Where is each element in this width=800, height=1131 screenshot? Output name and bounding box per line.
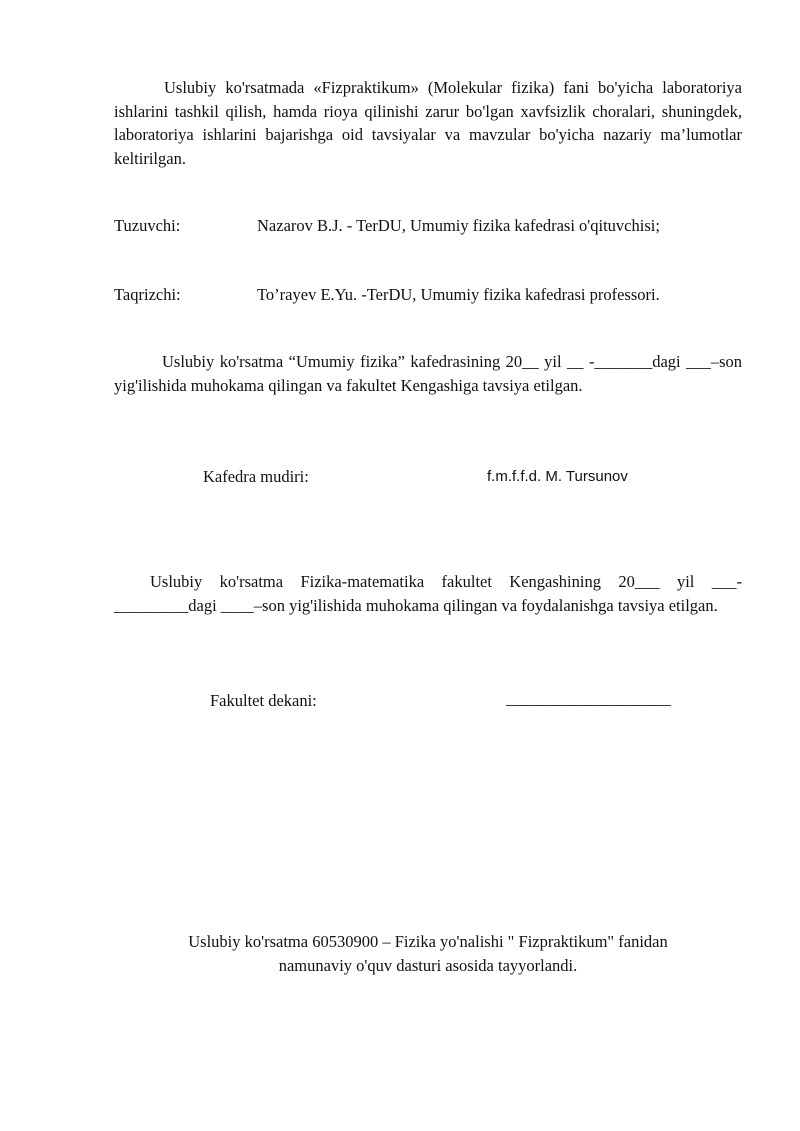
compiler-value: Nazarov B.J. - TerDU, Umumiy fizika kafedrasi o'qituvchisi; [257,216,660,235]
head-of-department-name: f.m.f.f.d. M. Tursunov [487,468,628,485]
faculty-paragraph: Uslubiy ko'rsatma Fizika-matematika fakultet Kengashining 20___ yil ___-_________dagi ____–son yig'ilishida muhokama qilingan va foydalanishga tavsiya etilgan. [114,572,742,615]
head-of-department-label: Kafedra mudiri: [203,467,309,486]
reviewer-value: To’rayev E.Yu. -TerDU, Umumiy fizika kafedrasi professori. [257,285,660,304]
dean-label: Fakultet dekani: [210,691,317,710]
reviewer-label: Taqrizchi: [114,285,181,304]
footer-line-1: Uslubiy ko'rsatma 60530900 – Fizika yo'nalishi " Fizpraktikum" fanidan [188,932,668,951]
compiler-label: Tuzuvchi: [114,216,181,235]
department-paragraph: Uslubiy ko'rsatma “Umumiy fizika” kafedrasining 20__ yil __ -_______dagi ___–son yig'ilishida muhokama qilingan va fakultet Kengashiga tavsiya etilgan. [114,352,742,395]
dean-signature-line: ____________________ [506,689,671,708]
intro-paragraph: Uslubiy ko'rsatmada «Fizpraktikum» (Molekular fizika) fani bo'yicha laboratoriya ishlarini tashkil qilish, hamda rioya qilinishi zarur bo'lgan xavfsizlik choralari, shuningdek, laboratoriya ishlarini bajarishga oid tavsiyalar va mavzular bo'yicha nazariy ma’lumotlar keltirilgan. [114,78,742,168]
footer-line-2: namunaviy o'quv dasturi asosida tayyorlandi. [278,956,578,975]
footer-note [114,930,742,978]
